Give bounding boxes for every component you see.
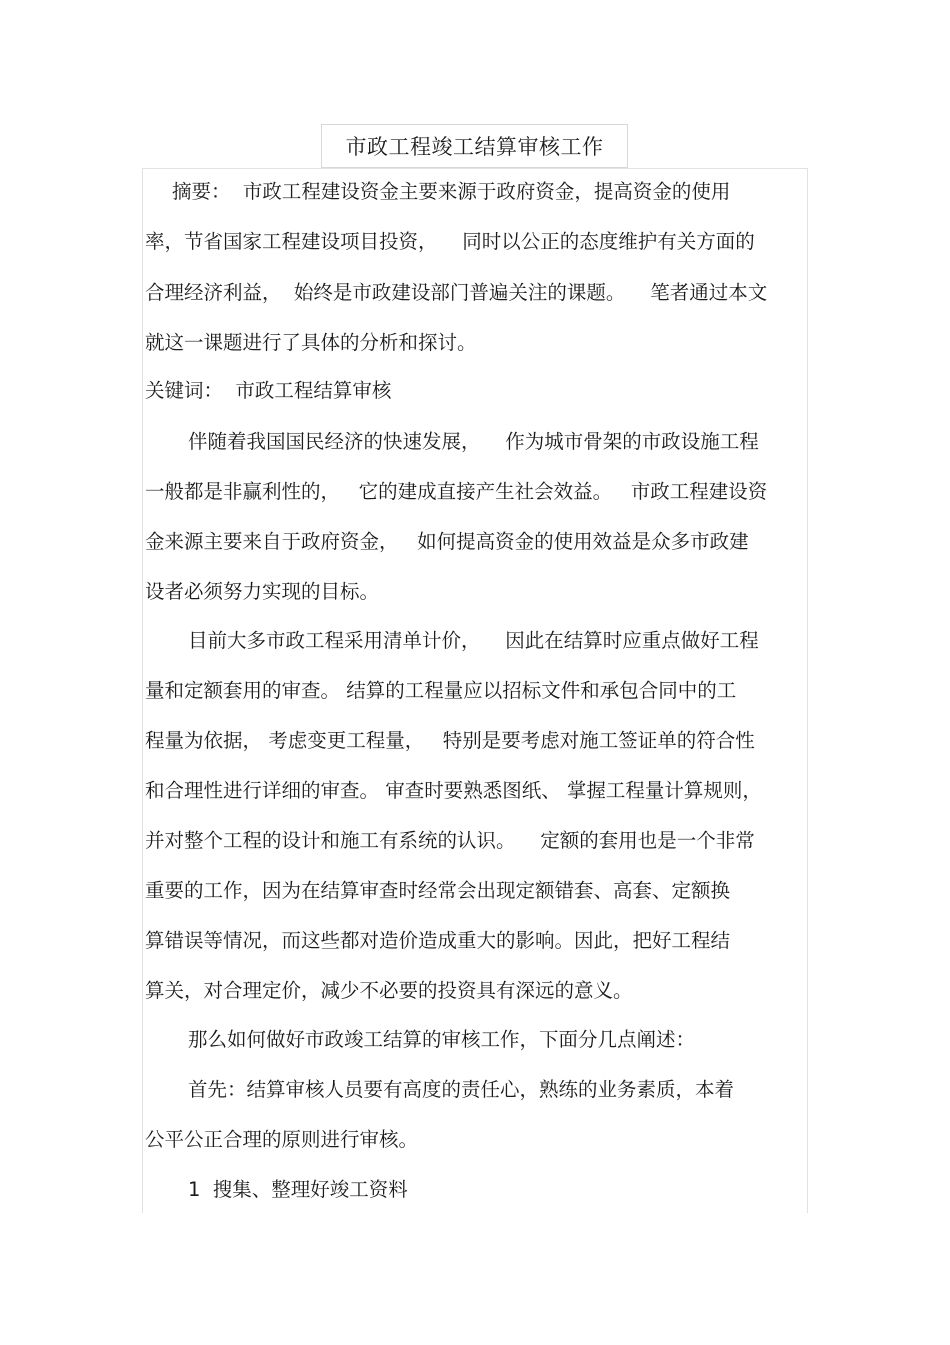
abstract-line-2: 率，节省国家工程建设项目投资， 同时以公正的态度维护有关方面的 <box>145 230 755 253</box>
abstract-line-3: 合理经济利益， 始终是市政建设部门普遍关注的课题。 笔者通过本文 <box>145 281 768 304</box>
document-title: 市政工程竣工结算审核工作 <box>321 124 628 168</box>
paragraph-4-line-2: 公平公正合理的原则进行审核。 <box>145 1128 419 1151</box>
paragraph-2-line-4: 和合理性进行详细的审查。 审查时要熟悉图纸、 掌握工程量计算规则， <box>145 779 762 802</box>
paragraph-1-line-1: 伴随着我国国民经济的快速发展， 作为城市骨架的市政设施工程 <box>188 430 759 453</box>
paragraph-2-line-6: 重要的工作，因为在结算审查时经常会出现定额错套、高套、定额换 <box>145 879 731 902</box>
paragraph-2-line-5: 并对整个工程的设计和施工有系统的认识。 定额的套用也是一个非常 <box>145 829 755 852</box>
section-heading-1: 1 搜集、整理好竣工资料 <box>188 1178 408 1201</box>
paragraph-2-line-8: 算关，对合理定价，减少不必要的投资具有深远的意义。 <box>145 979 633 1002</box>
paragraph-2-line-7: 算错误等情况，而这些都对造价造成重大的影响。因此，把好工程结 <box>145 929 731 952</box>
paragraph-1-line-4: 设者必须努力实现的目标。 <box>145 580 380 603</box>
paragraph-4-line-1: 首先：结算审核人员要有高度的责任心，熟练的业务素质，本着 <box>188 1078 735 1101</box>
paragraph-2-line-3: 程量为依据， 考虑变更工程量， 特别是要考虑对施工签证单的符合性 <box>145 729 755 752</box>
keywords-line: 关键词： 市政工程结算审核 <box>145 379 392 402</box>
paragraph-2-line-2: 量和定额套用的审查。 结算的工程量应以招标文件和承包合同中的工 <box>145 679 737 702</box>
abstract-line-4: 就这一课题进行了具体的分析和探讨。 <box>145 331 477 354</box>
abstract-line-1: 摘要： 市政工程建设资金主要来源于政府资金，提高资金的使用 <box>172 180 731 203</box>
paragraph-1-line-3: 金来源主要来自于政府资金， 如何提高资金的使用效益是众多市政建 <box>145 530 749 553</box>
paragraph-1-line-2: 一般都是非赢利性的， 它的建成直接产生社会效益。 市政工程建设资 <box>145 480 768 503</box>
paragraph-2-line-1: 目前大多市政工程采用清单计价， 因此在结算时应重点做好工程 <box>188 629 759 652</box>
paragraph-3-line-1: 那么如何做好市政竣工结算的审核工作，下面分几点阐述： <box>188 1028 696 1051</box>
